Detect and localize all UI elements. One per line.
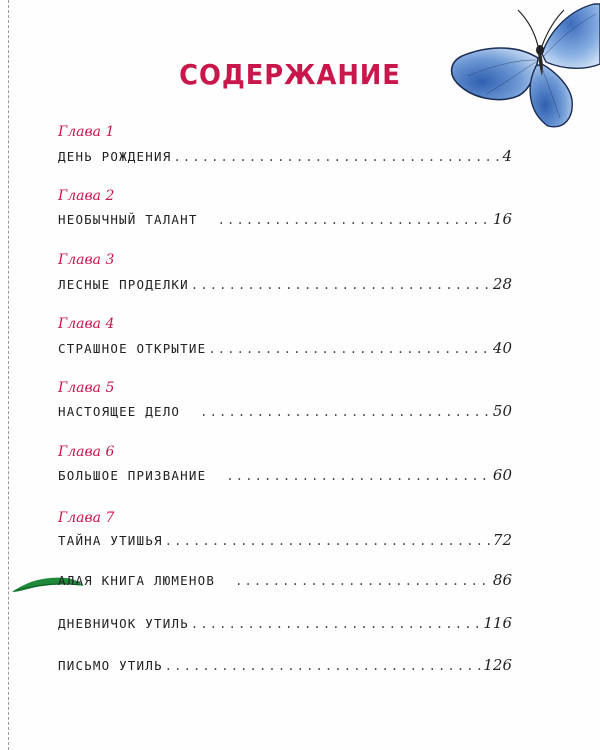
- toc-line: [58, 467, 512, 484]
- chapter-label: Глава 7: [58, 510, 115, 526]
- page-number: 116: [483, 614, 512, 632]
- dot-leader: [208, 341, 491, 357]
- page-number: 126: [483, 656, 512, 674]
- page-number: 60: [492, 466, 512, 484]
- toc-line: [58, 532, 512, 549]
- dot-leader: [173, 149, 500, 165]
- toc-line: [58, 340, 512, 357]
- chapter-label: Глава 5: [58, 380, 115, 396]
- page-number: 86: [492, 571, 512, 589]
- chapter-label: Глава 6: [58, 444, 115, 460]
- toc-line: [58, 276, 512, 293]
- dot-leader: [200, 404, 491, 420]
- butterfly-icon: [446, 0, 600, 130]
- entry-title: ПИСЬМО УТИЛЬ: [58, 658, 163, 673]
- chapter-label: Глава 2: [58, 188, 115, 204]
- entry-title: ДНЕВНИЧОК УТИЛЬ: [58, 616, 189, 631]
- dot-leader: [226, 468, 491, 484]
- chapter-label: Глава 3: [58, 252, 115, 268]
- dot-leader: [235, 573, 491, 589]
- toc-line: [58, 403, 512, 420]
- entry-title: СТРАШНОЕ ОТКРЫТИЕ: [58, 341, 207, 356]
- toc-line: [58, 615, 512, 632]
- toc-line: [58, 211, 512, 228]
- entry-title: ТАЙНА УТИШЬЯ: [58, 533, 163, 548]
- entry-title: НАСТОЯЩЕЕ ДЕЛО: [58, 404, 181, 419]
- dot-leader: [191, 277, 491, 293]
- dot-leader: [165, 533, 491, 549]
- page-number: 16: [492, 210, 512, 228]
- entry-title: ДЕНЬ РОЖДЕНИЯ: [58, 149, 172, 164]
- page-number: 50: [492, 402, 512, 420]
- toc-line: [58, 572, 512, 589]
- entry-title: ЛЕСНЫЕ ПРОДЕЛКИ: [58, 277, 189, 292]
- page-number: 40: [492, 339, 512, 357]
- chapter-label: Глава 4: [58, 316, 115, 332]
- entry-title: АЛАЯ КНИГА ЛЮМЕНОВ: [58, 573, 216, 588]
- dot-leader: [218, 212, 491, 228]
- toc-line: [58, 148, 512, 165]
- entry-title: БОЛЬШОЕ ПРИЗВАНИЕ: [58, 468, 207, 483]
- page-spine-dashed-line: [8, 0, 9, 750]
- page-number: 4: [502, 147, 512, 165]
- page-number: 72: [492, 531, 512, 549]
- entry-title: НЕОБЫЧНЫЙ ТАЛАНТ: [58, 212, 198, 227]
- toc-line: [58, 657, 512, 674]
- chapter-label: Глава 1: [58, 124, 115, 140]
- dot-leader: [191, 616, 481, 632]
- dot-leader: [165, 658, 482, 674]
- page-number: 28: [492, 275, 512, 293]
- page-title: СОДЕРЖАНИЕ: [179, 58, 401, 91]
